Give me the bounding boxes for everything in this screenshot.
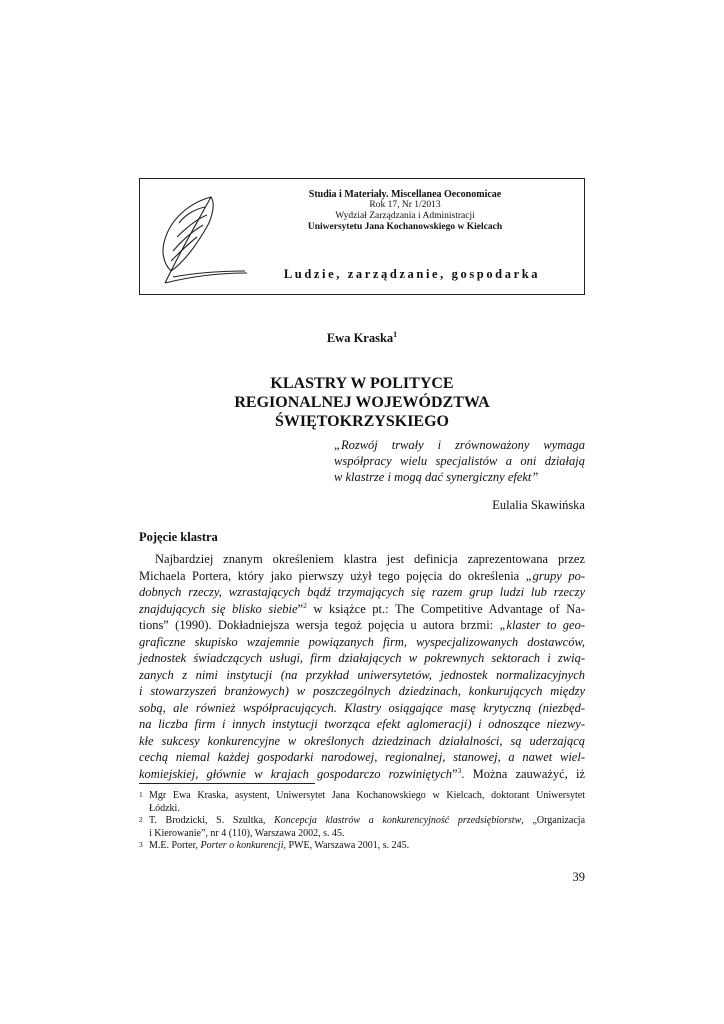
journal-university: Uniwersytetu Jana Kochanowskiego w Kielcach xyxy=(307,222,503,232)
body-line: kłe sukcesy konkurencyjne w określonych dziedzinach działalności, są uderzającą xyxy=(139,733,585,748)
epigraph-line: w klastrze i mogą dać synergiczny efekt” xyxy=(334,470,539,484)
footnote-text-run: , „Organizacja xyxy=(521,815,586,826)
footnote-number: 3 xyxy=(139,840,143,849)
footnote-italic-run: Koncepcja klastrów a konkurencyjność przedsiębiorstw xyxy=(274,815,522,826)
journal-header-box xyxy=(139,178,585,295)
body-line: komiejskiej, głównie w krajach gospodarczo rozwiniętych”$^3$. Można zauważyć, iż xyxy=(139,765,586,781)
body-line: znajdujących się blisko siebie”$^2$ w książce pt.: The Competitive Advantage of Na- xyxy=(139,600,585,616)
body-text-run: . Można zauważyć, iż xyxy=(461,766,586,781)
quill-pen-icon xyxy=(149,193,249,285)
footnote-line xyxy=(149,815,585,828)
title-line: KLASTRY W POLITYCE xyxy=(270,375,454,392)
body-line: graficzne skupisko wzajemnie powiązanych firm, wyspecjalizowanych dostawców, xyxy=(139,634,585,649)
footnote-text-run: M.E. Porter, xyxy=(149,840,201,851)
journal-faculty: Wydział Zarządzania i Administracji xyxy=(335,211,475,221)
journal-name: Studia i Materiały. Miscellanea Oeconomicae xyxy=(308,189,502,200)
article-title xyxy=(0,374,724,431)
body-italic-run: komiejskiej, głównie w krajach gospodarczo rozwiniętych xyxy=(139,766,453,781)
title-line: ŚWIĘTOKRZYSKIEGO xyxy=(275,413,449,430)
footnote-2 xyxy=(139,815,585,840)
title-line: REGIONALNEJ WOJEWÓDZTWA xyxy=(234,394,490,411)
footnote-text-run: T. Brodzicki, S. Szultka, xyxy=(149,815,275,826)
body-italic-run: „klaster to geo- xyxy=(499,618,585,632)
article-author xyxy=(0,331,724,346)
body-line: cechą niemal każdej gospodarki narodowej, regionalnej, stanowej, a nawet wiel- xyxy=(139,750,585,764)
body-line: i stowarzyszeń branżowych) w poszczególnych dziedzinach, konkurujących między xyxy=(139,684,585,698)
footnote-divider xyxy=(139,783,315,784)
footnote-ref-3[interactable]: 3 xyxy=(457,765,462,775)
body-italic-run: „grupy po- xyxy=(525,568,585,583)
body-line: jednostek świadczących usługi, firm działających w pokrewnych sektorach i zwią- xyxy=(139,651,585,665)
author-name: Ewa Kraska xyxy=(326,331,394,345)
body-italic-run: znajdujących się blisko siebie xyxy=(139,601,298,616)
body-line: sobą, ale również współpracujących. Klastry osiągające masę krytyczną (niezbęd- xyxy=(139,700,585,715)
footnotes xyxy=(139,790,585,853)
journal-tagline: Ludzie, zarządzanie, gospodarka xyxy=(283,267,541,281)
author-footnote-ref[interactable]: 1 xyxy=(393,329,398,339)
journal-issue: Rok 17, Nr 1/2013 xyxy=(369,200,441,210)
body-paragraph xyxy=(139,551,585,782)
footnote-ref-2[interactable]: 2 xyxy=(303,600,307,610)
body-line: Najbardziej znanym określeniem klastra jest definicja zaprezentowana przez xyxy=(155,552,585,566)
body-line xyxy=(139,568,585,585)
epigraph-line: współpracy wielu specjalistów a oni działają xyxy=(334,454,585,468)
body-text-run: Michaela Portera, który jako pierwszy użył tego pojęcia do określenia xyxy=(139,568,526,583)
body-text-run: w książce pt.: The Competitive Advantage of Na- xyxy=(306,601,585,616)
body-line: dobnych rzeczy, wzrastających bądź trzymających się razem grup ludzi lub rzeczy xyxy=(139,585,585,599)
footnote-line: Łódzki. xyxy=(149,802,180,814)
footnote-number: 1 xyxy=(139,790,143,799)
footnote-1 xyxy=(139,790,585,815)
footnote-line: Mgr Ewa Kraska, asystent, Uniwersytet Jana Kochanowskiego w Kielcach, doktorant Uniwersytet xyxy=(149,790,585,801)
footnote-text-run: , PWE, Warszawa 2001, s. 245. xyxy=(283,840,410,851)
page-number: 39 xyxy=(572,870,585,884)
footnote-3 xyxy=(139,840,585,853)
epigraph-author: Eulalia Skawińska xyxy=(492,498,585,512)
body-line xyxy=(139,617,585,634)
journal-info xyxy=(280,189,530,233)
epigraph-line: „Rozwój trwały i zrównoważony wymaga xyxy=(334,438,585,452)
section-heading: Pojęcie klastra xyxy=(139,530,218,544)
body-line: zanych z nimi instytucji (na przykład uniwersytetów, jednostek normalizacyjnych xyxy=(139,667,585,682)
body-text-run: tions” (1990). Dokładniejsza wersja tegoż pojęcia u autora brzmi: xyxy=(139,618,500,632)
footnote-number: 2 xyxy=(139,815,143,824)
epigraph xyxy=(334,437,585,485)
footnote-italic-run: Porter o konkurencji xyxy=(200,840,284,851)
footnote-line: i Kierowanie”, nr 4 (110), Warszawa 2002, s. 45. xyxy=(149,827,345,839)
footnote-line xyxy=(149,840,585,853)
body-line: na liczba firm i innych instytucji tworząca efekt aglomeracji) i odnoszące niezwy- xyxy=(139,717,585,731)
